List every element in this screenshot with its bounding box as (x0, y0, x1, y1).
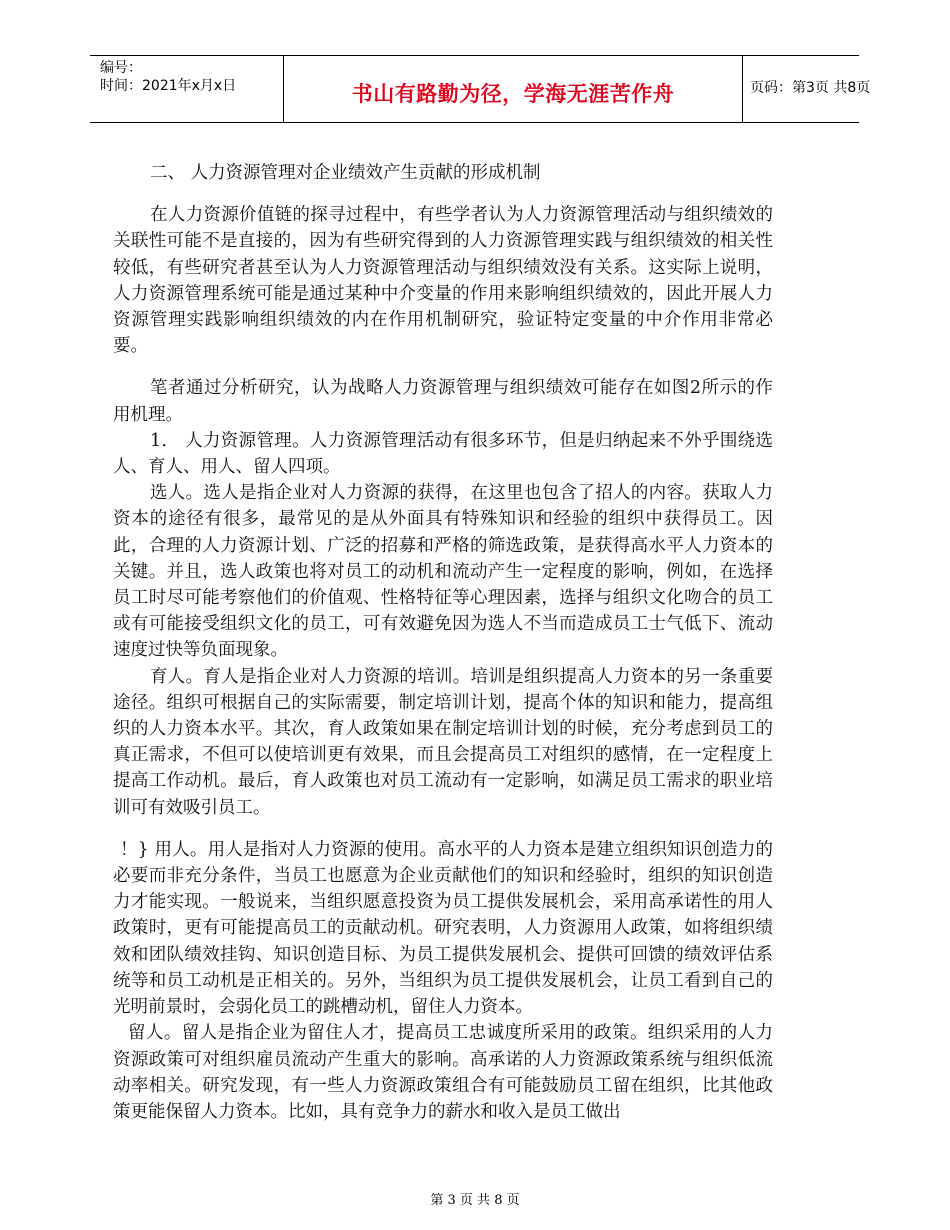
header-motto-cell (283, 56, 743, 122)
body-paragraph: ！} 用人。用人是指对人力资源的使用。高水平的人力资本是建立组织知识创造力的必要而非充分条件，当员工也愿意为企业贡献他们的知识和经验时，组织的知识创造力才能实现。一般说来，当组织愿意投资为员工提供发展机会，采用高承诺性的用人政策时，更有可能提高员工的贡献动机。研究表明，人力资源用人政策，如将组织绩效和团队绩效挂钩、知识创造目标、为员工提供发展机会、提供可回馈的绩效评估系统等和员工动机是正相关的。另外，当组织为员工提供发展机会，让员工看到自己的光明前景时，会弱化员工的跳槽动机，留住人力资本。 (113, 839, 773, 1018)
header-meta-cell (90, 56, 283, 122)
document-time-label: 时间：2021年x月x日 (100, 78, 237, 94)
body-paragraph: 育人。育人是指企业对人力资源的培训。培训是组织提高人力资本的另一条重要途径。组织可根据自己的实际需要，制定培训计划，提高个体的知识和能力，提高组织的人力资本水平。其次，育人政策如果在制定培训计划的时候，充分考虑到员工的真正需求，不但可以使培训更有效果，而且会提高员工对组织的感情，在一定程度上提高工作动机。最后，育人政策也对员工流动有一定影响，如满足员工需求的职业培训可有效吸引员工。 (113, 666, 773, 818)
header-page-cell (742, 56, 871, 122)
body-paragraph: 1． 人力资源管理。人力资源管理活动有很多环节，但是归纳起来不外乎围绕选人、育人、用人、留人四项。 (113, 430, 773, 478)
body-paragraph: 选人。选人是指企业对人力资源的获得，在这里也包含了招人的内容。获取人力资本的途径有很多，最常见的是从外面具有特殊知识和经验的组织中获得员工。因此，合理的人力资源计划、广泛的招募和严格的筛选政策，是获得高水平人力资本的关键。并且，选人政策也将对员工的动机和流动产生一定程度的影响，例如，在选择员工时尽可能考察他们的价值观、性格特征等心理因素，选择与组织文化吻合的员工或有可能接受组织文化的员工，可有效避免因为选人不当而造成员工士气低下、流动速度过快等负面现象。 (113, 483, 773, 661)
body-paragraph: 在人力资源价值链的探寻过程中，有些学者认为人力资源管理活动与组织绩效的关联性可能不是直接的，因为有些研究得到的人力资源管理实践与组织绩效的相关性较低，有些研究者甚至认为人力资源管理活动与组织绩效没有关系。这实际上说明，人力资源管理系统可能是通过某种中介变量的作用来影响组织绩效的，因此开展人力资源管理实践影响组织绩效的内在作用机制研究，验证特定变量的中介作用非常必要。 (113, 205, 773, 357)
section-heading: 二、 人力资源管理对企业绩效产生贡献的形成机制 (150, 163, 541, 183)
document-body (113, 160, 773, 1125)
header-motto: 书山有路勤为径，学海无涯苦作舟 (351, 82, 675, 106)
page-footer: 第 3 页 共 8 页 (430, 1193, 520, 1208)
document-number-label: 编号： (100, 60, 142, 76)
body-paragraph: 留人。留人是指企业为留住人才，提高员工忠诚度所采用的政策。组织采用的人力资源政策可对组织雇员流动产生重大的影响。高承诺的人力资源政策系统与组织低流动率相关。研究发现，有一些人力资源政策组合有可能鼓励员工留在组织，比其他政策更能保留人力资本。比如，具有竞争力的薪水和收入是员工做出 (113, 1023, 773, 1122)
body-paragraph: 笔者通过分析研究，认为战略人力资源管理与组织绩效可能存在如图2所示的作用机理。 (113, 378, 773, 425)
page-header (90, 55, 871, 123)
header-page-info: 页码：第3页 共8页 (750, 80, 871, 96)
